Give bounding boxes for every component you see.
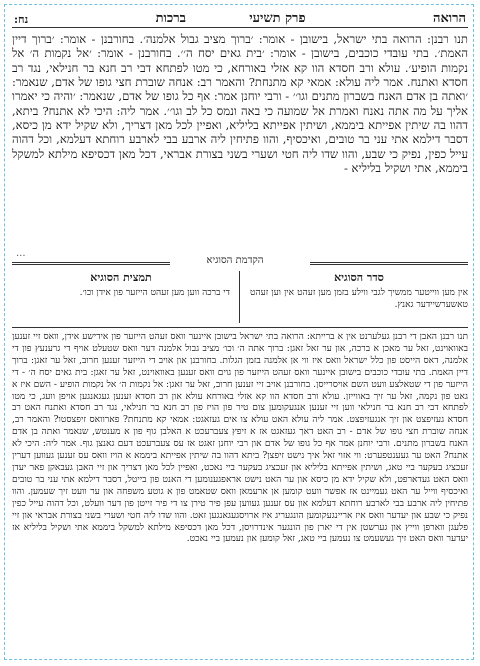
header-section-title: הרואה: [432, 11, 466, 26]
header-rule: [12, 27, 468, 28]
intro-banner-title: הקדמת הסוגיא: [206, 255, 264, 266]
sugya-summary-body: די ברכה ווען מען זעהט הייזער פון אידן וכו׳.: [79, 288, 230, 298]
column-separator: [239, 271, 240, 323]
header-tractate: ברכות: [155, 11, 186, 26]
sugya-order-body: אין מען ווייטער ממשיך לגבי ווילע בזמן מען זעהט אין וען זעהט טאשערשיידער גאנץ.: [250, 288, 468, 310]
yiddish-commentary: תנו רבנן האבן די רבנן געלערנט אין א ברייתא: הרואה בתי ישראל בישובן איינער וואס זעהט הייזער פון אידישע אידן, וואס זיי זענען באוואוינט, זאל ער מאכן א ברכה, און ער זאל זאגן: ברוך אתה ה׳ וכו׳ מציב גבול אלמנה דער וואס שטעלט אויף די גרענעץ פון די אלמנה, דאס הייסט פון כלל ישראל וואס איז ווי אן אלמנה בזמן הגלות. בחורבנן און אויב די הייזער זענען חרוב, זאל ער זאגן: ברוך דיין האמת. בתי עובדי כוכבים בישובן איינער וואס זעהט הייזער פון גוים וואס זענען באוואוינט, זאל ער זאגן: בית גאים יסח ה׳ - די הייזער פון די שטאלצע וועט השם אויסרייסן. בחורבנן אויב זיי זענען חרוב, זאל ער זאגן: אל נקמות ה׳ אל נקמות הופיע - השם איז א גאט פון נקמה, זאל ער זיך באווייזן. עולא ורב חסדא הוו קא אזלי באורחא עולא און רב חסדא זענען געגאנגען אויפן וועג, כי מטו לפתחא דבי רב חנא בר חנילאי ווען זיי זענען אנגעקומען צום טיר פון הויז פון רב חנא בר חנילאי, נגד רב חסדא ואתנח האט רב חסדא געזיפצט און זיך אנגעזיפצט. אמר ליה עולא האט עולא צו אים געזאגט: אמאי קא מתנחת? פארוואס זיפצסטו? והאמר רב, אנחה שוברת חצי גופו של אדם - רב האט דאך געזאגט אז א זיפץ צעברעכט א האלבן גוף פון א מענטש, שנאמר ואתה בן אדם האנח בשברון מתנים. ורבי יוחנן אמר אף כל גופו של אדם און רבי יוחנן זאגט אז עס צעברעכט דעם גאנצן גוף. אמר ליה: היכי לא אתנח? האט ער געענטפערט: ווי אזוי זאל איך נישט זיפצן? ביתא דהוו בה שיתין אפייתא ביממא א הויז וואס עס זענען געווען דערין זעכציג בעקער ביי טאג, ושיתין אפייתא בליליא און זעכציג בעקער ביי נאכט, ואפיין לכל מאן דצריך און זיי האבן געבאקן פאר יעדן וואס האט געדארפט, ולא שקיל ידא מן כיסא און ער האט נישט אראפגענומען די האנט פון בייטל, דסבר דילמא אתי עני בר טובים ואיכסיף ווייל ער האט געמיינט אז אפשר וועט קומען אן ארעמאן וואס שטאמט פון א גוטע משפחה און ער וועט זיך שעמען. והוו פתיחין ליה ארבע בבי לארבע רוחתא דעלמא און עס זענען געווען עפן פיר טירן צו די פיר זייטן פון דער וועלט, וכל דהוה עייל כפין נפיק כי שבע און יעדער וואס איז אריינגעקומען הונגעריג איז ארויסגעגאנגען זאט. והוו שדו ליה חטי ושערי בשני בצורת אבראי און זיי פלעגן ווארפן ווייץ און גערשטן אין די יארן פון הונגער אינדרויסן, דכל מאן דכסיפא מילתא למשקל ביממא אתי ושקיל בליליא אז יעדער וואס האט זיך געשעמט צו נעמען ביי טאג, זאל קומען און נעמען ביי נאכט.: [12, 332, 468, 545]
header-chapter: פרק תשיעי: [249, 11, 306, 26]
sugya-order-title: סדר הסוגיא: [334, 271, 384, 284]
header-chapter-tractate: [156, 10, 306, 26]
continuation-ellipsis: ...: [16, 248, 26, 259]
header-folio: נח:: [14, 13, 29, 26]
commentary-rule: [12, 327, 468, 328]
sugya-summary-box: [12, 271, 230, 321]
sugya-order-box: [250, 271, 468, 321]
main-gemara-text: תנו רבנן: הרואה בתי ישראל, בישובן - אומר: ׳ברוך מציב גבול אלמנה׳. בחורבנן - אומר: ׳ברוך דיין האמת׳. בתי עובדי כוכבים, בישובן - אומר: ׳בית גאים יסח ה׳׳. בחורבנן - אומר: ׳אל נקמות ה׳ אל נקמות הופיע׳. עולא ורב חסדא הוו קא אזלי באורחא, כי מטו לפתחא דבי רב חנא בר חנילאי, נגד רב חסדא ואתנח. אמר ליה עולא: אמאי קא מתנחת? והאמר רב: אנחה שוברת חצי גופו של אדם, שנאמר: ׳ואתה בן אדם האנח בשברון מתנים וגו׳׳ - ורבי יוחנן אמר: אף כל גופו של אדם, שנאמר: ׳והיה כי יאמרו אליך על מה אתה נאנח ואמרת אל שמועה כי באה ונמס כל לב וגו׳׳. אמר ליה: היכי לא אתנח? ביתא, דהוו בה שיתין אפייתא ביממא, ושיתין אפייתא בליליא, ואפיין לכל מאן דצריך, ולא שקיל ידא מן כיסא, דסבר דילמא אתי עני בר טובים, ואיכסיף, והוו פתיחין ליה ארבע בבי לארבע רוחתא דעלמא, וכל דהוה עייל כפין, נפיק כי שבע, והוו שדו ליה חטי ושערי בשני בצורת אבראי, דכל מאן דכסיפא מילתא למשקל ביממא, אתי ושקיל בליליא -: [12, 32, 468, 176]
page-header: [14, 8, 466, 26]
sugya-summary-title: תמצית הסוגיא: [90, 271, 152, 284]
